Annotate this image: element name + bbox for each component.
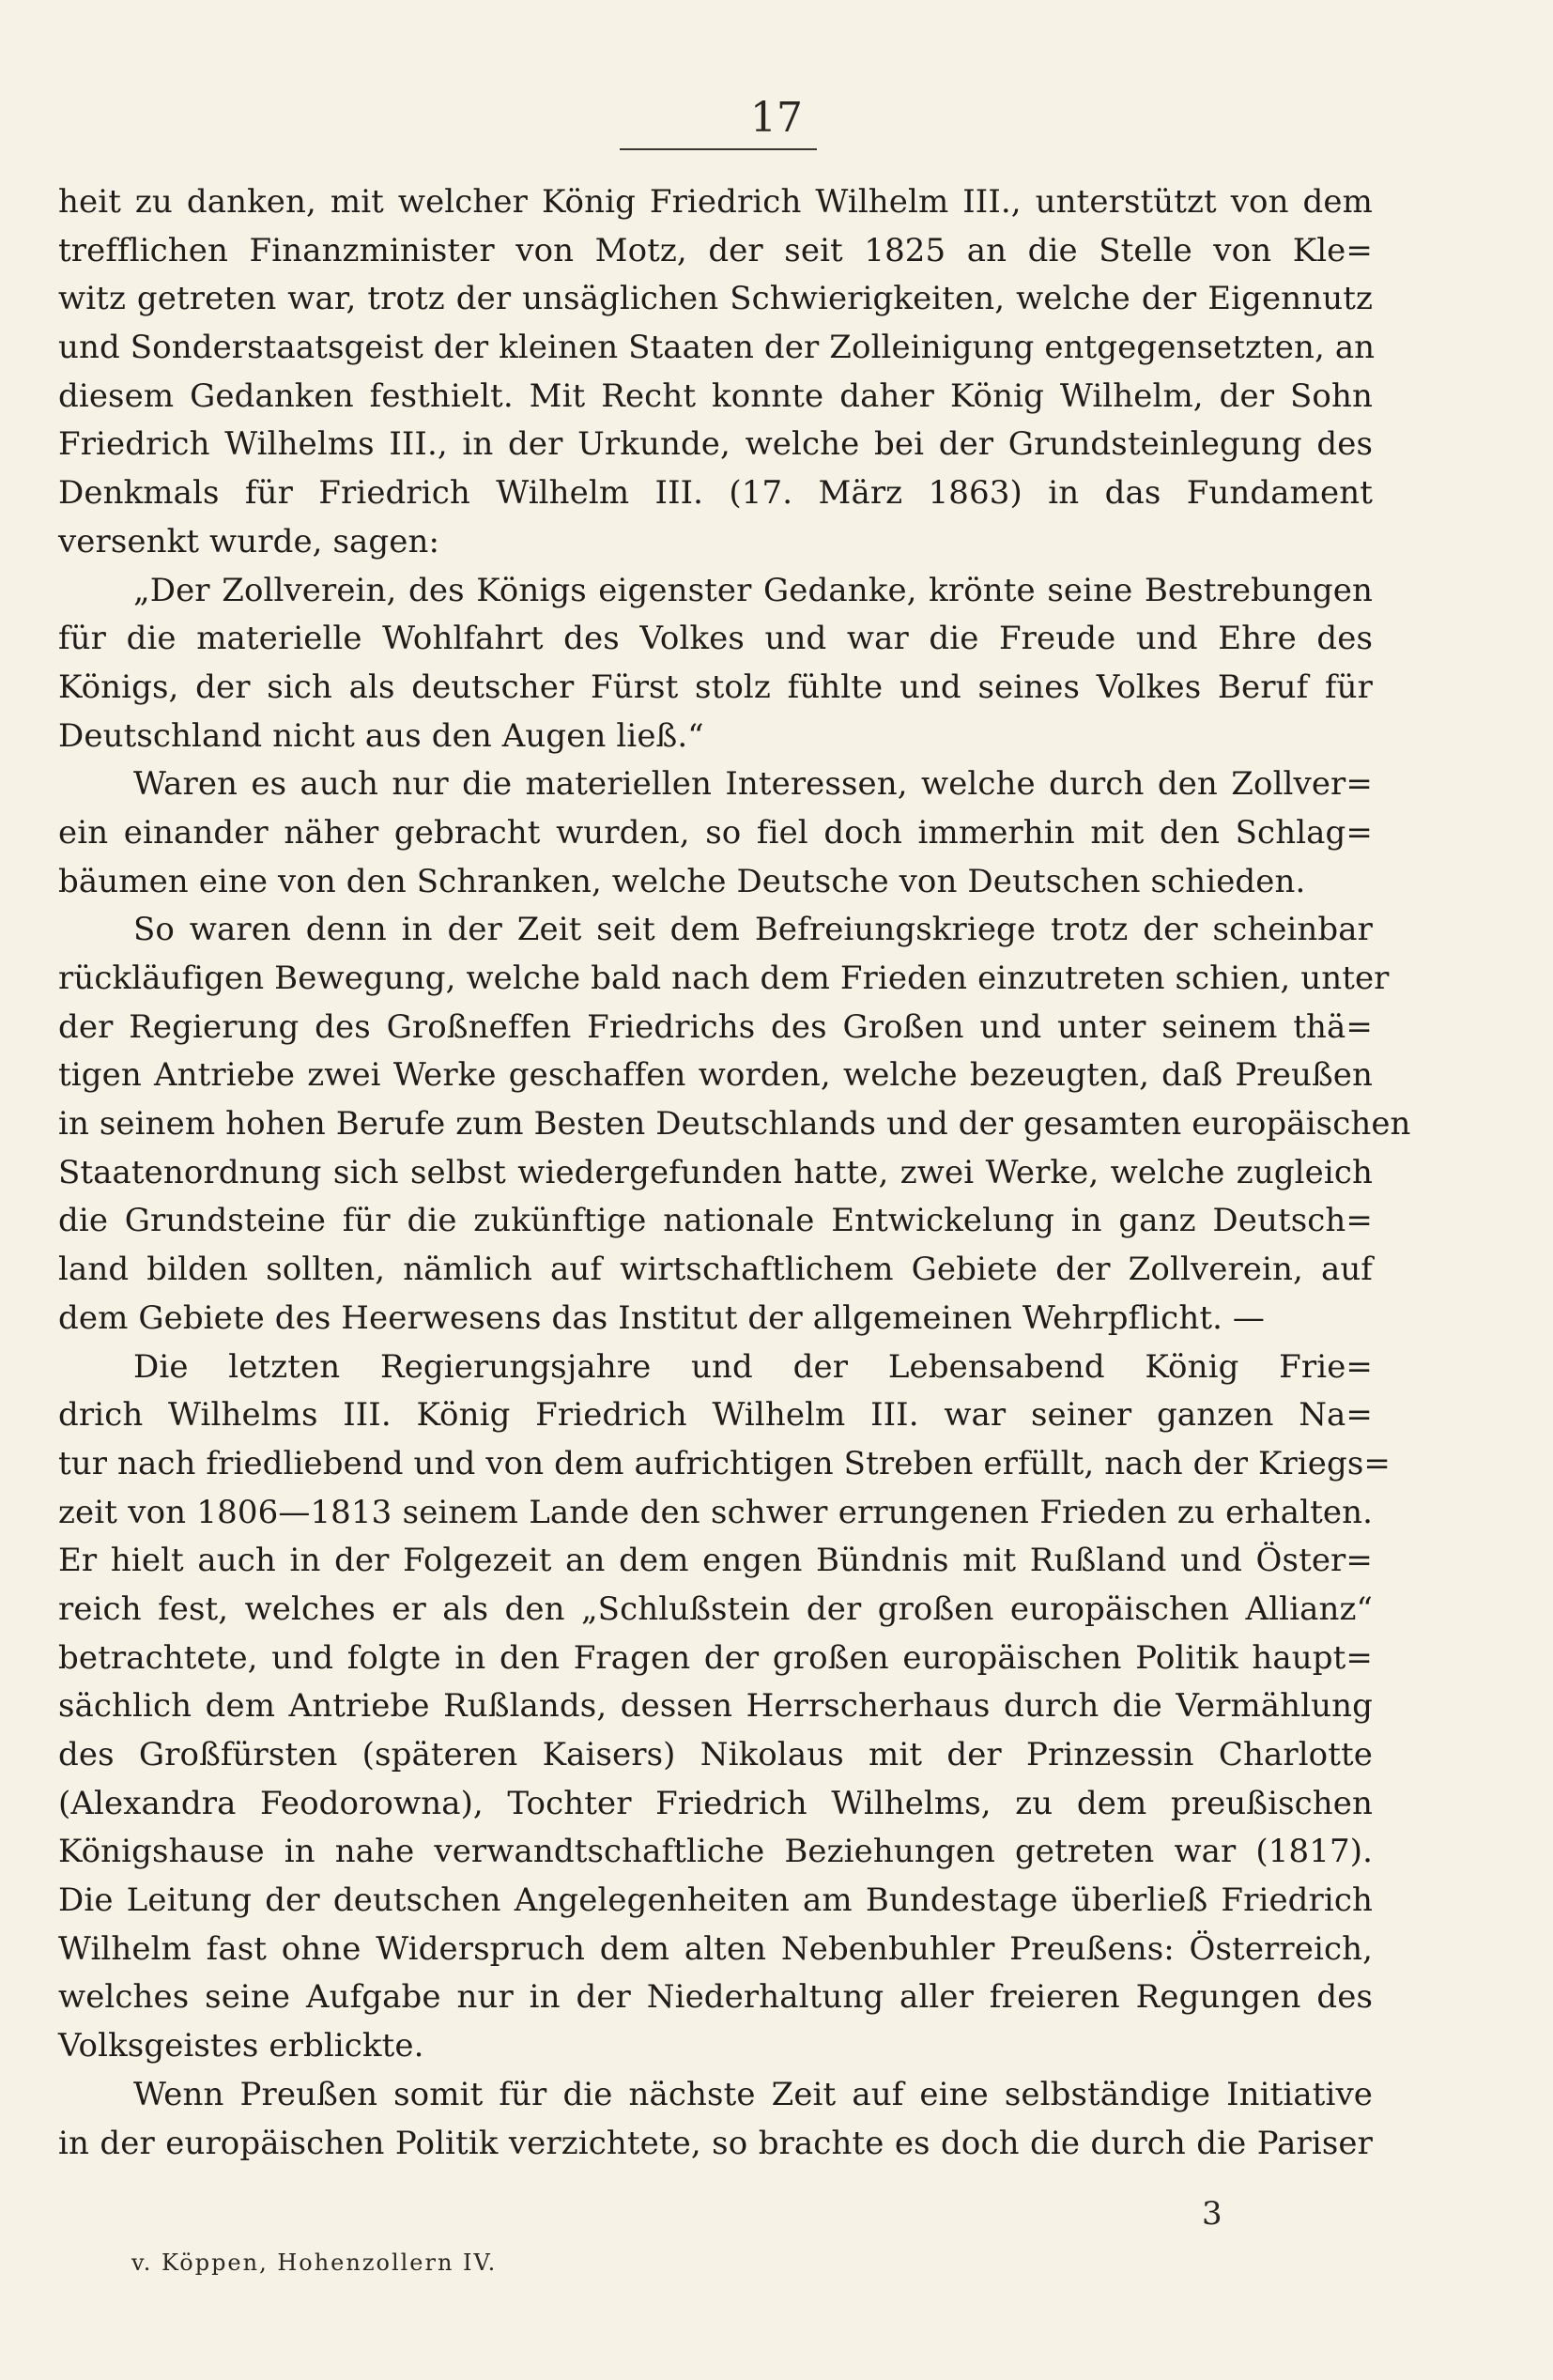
- text-line: ein einander näher gebracht wurden, so fiel doch immerhin mit den Schlag=: [58, 813, 1373, 852]
- text-line: (Alexandra Feodorowna), Tochter Friedrich Wilhelms, zu dem preußischen: [58, 1784, 1373, 1822]
- text-line: diesem Gedanken festhielt. Mit Recht konnte daher König Wilhelm, der Sohn: [58, 376, 1373, 415]
- text-line: Staatenordnung sich selbst wiedergefunden hatte, zwei Werke, welche zugleich: [58, 1153, 1373, 1191]
- text-line: Waren es auch nur die materiellen Interessen, welche durch den Zollver=: [133, 765, 1373, 804]
- quote-line: Deutschland nicht aus den Augen ließ.“: [58, 716, 704, 755]
- text-line: sächlich dem Antriebe Rußlands, dessen Herrscherhaus durch die Vermählung: [58, 1687, 1373, 1726]
- body-text: [58, 178, 1411, 2168]
- text-line: Friedrich Wilhelms III., in der Urkunde, welche bei der Grundsteinlegung des: [58, 425, 1373, 464]
- text-line: land bilden sollten, nämlich auf wirtschaftlichem Gebiete der Zollverein, auf: [58, 1251, 1373, 1289]
- header-rule: [620, 148, 817, 150]
- text-line: drich Wilhelms III. König Friedrich Wilhelm III. war seiner ganzen Na=: [58, 1396, 1373, 1435]
- text-line: welches seine Aufgabe nur in der Niederhaltung aller freieren Regungen des: [58, 1978, 1373, 2017]
- text-line: Königshause in nahe verwandtschaftliche Beziehungen getreten war (1817).: [58, 1833, 1373, 1871]
- text-line: Wenn Preußen somit für die nächste Zeit auf eine selbständige Initiative: [133, 2075, 1373, 2113]
- text-line: rückläufigen Bewegung, welche bald nach dem Frieden einzutreten schien, unter: [58, 960, 1390, 997]
- text-line: tur nach friedliebend und von dem aufrichtigen Streben erfüllt, nach der Kriegs=: [58, 1444, 1391, 1482]
- text-line: zeit von 1806—1813 seinem Lande den schwer errungenen Frieden zu erhalten.: [58, 1493, 1373, 1531]
- signature-mark: 3: [1202, 2195, 1222, 2233]
- text-line: versenkt wurde, sagen:: [58, 522, 440, 560]
- quote-line: für die materielle Wohlfahrt des Volkes und war die Freude und Ehre des: [58, 620, 1373, 658]
- text-line: So waren denn in der Zeit seit dem Befreiungskriege trotz der scheinbar: [133, 911, 1373, 949]
- text-line: der Regierung des Großneffen Friedrichs des Großen und unter seinem thä=: [58, 1007, 1373, 1046]
- text-line: des Großfürsten (späteren Kaisers) Nikolaus mit der Prinzessin Charlotte: [58, 1736, 1373, 1773]
- page-number: 17: [750, 94, 803, 142]
- text-line: betrachtete, und folgte in den Fragen der großen europäischen Politik haupt=: [58, 1638, 1373, 1677]
- text-line: Er hielt auch in der Folgezeit an dem engen Bündnis mit Rußland und Öster=: [58, 1542, 1373, 1580]
- quote-line: Königs, der sich als deutscher Fürst stolz fühlte und seines Volkes Beruf für: [58, 668, 1373, 706]
- text-line: reich fest, welches er als den „Schlußstein der großen europäischen Allianz“: [58, 1589, 1373, 1628]
- text-line: Volksgeistes erblickte.: [58, 2027, 424, 2065]
- section-heading-line: Die letzten Regierungsjahre und der Lebensabend König Frie=: [133, 1347, 1373, 1386]
- text-line: Die Leitung der deutschen Angelegenheiten am Bundestage überließ Friedrich: [58, 1881, 1373, 1920]
- footer-source: v. Köppen, Hohenzollern IV.: [131, 2249, 498, 2276]
- text-line: Wilhelm fast ohne Widerspruch dem alten Nebenbuhler Preußens: Österreich,: [58, 1929, 1373, 1968]
- text-line: die Grundsteine für die zukünftige nationale Entwickelung in ganz Deutsch=: [58, 1202, 1373, 1240]
- text-line: in der europäischen Politik verzichtete, so brachte es doch die durch die Pariser: [58, 2124, 1373, 2162]
- text-line: trefflichen Finanzminister von Motz, der seit 1825 an die Stelle von Kle=: [58, 231, 1373, 269]
- text-line: und Sonderstaatsgeist der kleinen Staaten der Zolleinigung entgegensetzten, an: [58, 329, 1376, 367]
- text-line: Denkmals für Friedrich Wilhelm III. (17. März 1863) in das Fundament: [58, 474, 1373, 513]
- text-line: in seinem hohen Berufe zum Besten Deutschlands und der gesamten europäischen: [58, 1105, 1411, 1144]
- quote-line: „Der Zollverein, des Königs eigenster Gedanke, krönte seine Bestrebungen: [133, 571, 1373, 609]
- text-line: witz getreten war, trotz der unsäglichen Schwierigkeiten, welche der Eigennutz: [58, 280, 1373, 318]
- text-line: tigen Antriebe zwei Werke geschaffen worden, welche bezeugten, daß Preußen: [58, 1056, 1373, 1095]
- text-line: bäumen eine von den Schranken, welche Deutsche von Deutschen schieden.: [58, 862, 1306, 900]
- text-line: dem Gebiete des Heerwesens das Institut der allgemeinen Wehrpflicht. —: [58, 1298, 1266, 1337]
- text-line: heit zu danken, mit welcher König Friedrich Wilhelm III., unterstützt von dem: [58, 183, 1373, 221]
